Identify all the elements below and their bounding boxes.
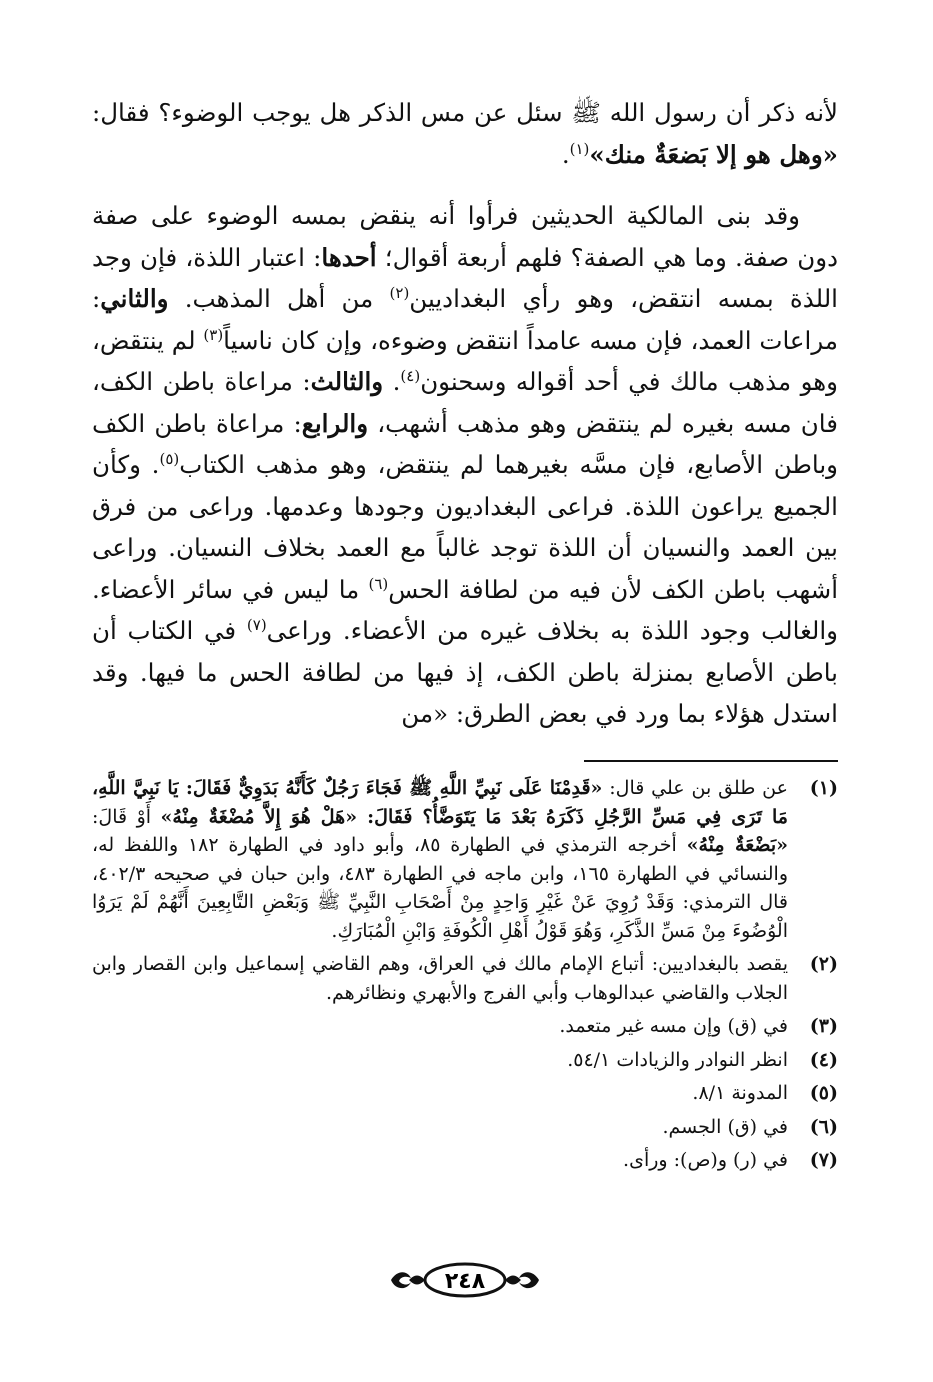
footnote-1 <box>92 774 838 945</box>
text-span: . <box>561 139 570 169</box>
footnote-ref-3[interactable]: (٣) <box>203 325 224 344</box>
text-span: . وكأن الجميع يراعون اللذة. فراعى البغداديون وجودها وعدمها. وراعى من فرق بين العمد والنسيان أن اللذة توجد غالباً مع العمد بخلاف النسيان. وراعى أشهب باطن الكف لأن فيه من لطافة الحس <box>92 450 838 604</box>
text-span: عن طلق بن علي قال: <box>602 777 788 799</box>
footnote-text: المدونة ٨/١. <box>692 1082 788 1104</box>
document-page <box>92 92 838 1302</box>
text-span: في الكتاب أن باطن الأصابع بمنزلة باطن الكف، إذ فيها من لطافة الحس ما فيها. وقد استدل هؤلاء بما ورد في بعض الطرق: «من <box>92 616 838 728</box>
footnote-text: في (ق) وإن مسه غير متعمد. <box>559 1015 788 1037</box>
footnote-text: في (ق) الجسم. <box>662 1115 788 1138</box>
footnote-ref-4[interactable]: (٤) <box>400 366 421 385</box>
footnote-2 <box>92 950 838 1007</box>
text-span: أخرجه الترمذي في الطهارة ٨٥، وأبو داود في الطهارة ١٨٢ واللفظ له، والنسائي في الطهارة ١٦٥، وابن ماجه في الطهارة ٤٨٣، وابن حبان في صحيحه ٤٠٢/٣، قال الترمذي: وَقَدْ رُوِيَ عَنْ غَيْرِ وَاحِدٍ مِنْ أَصْحَابِ النَّبِيِّ ﷺ وَبَعْضِ التَّابِعِينَ أَنَّهُمْ لَمْ يَرَوُا الْوُضُوءَ مِنْ مَسِّ الذَّكَرِ، وَهُوَ قَوْلُ أَهْلِ الْكُوفَةِ وَابْنِ الْمُبَارَكِ. <box>92 834 788 942</box>
footnote-text: يقصد بالبغداديين: أتباع الإمام مالك في العراق، وهم القاضي إسماعيل وابن القصار وابن الجلاب والقاضي عبدالوهاب وأبي الفرج والأبهري ونظائرهم. <box>92 953 788 1004</box>
hadith-quote: «قَدِمْنَا عَلَى نَبِيِّ اللَّهِ ﷺ فَجَاءَ رَجُلٌ كَأَنَّهُ بَدَوِيٌّ فَقَالَ: يَا نَبِيَّ اللَّهِ، مَا تَرَى فِي مَسِّ الرَّجُلِ ذَكَرَهُ بَعْدَ مَا يَتَوَضَّأُ؟ فَقَالَ: «هَلْ هُوَ إِلاَّ مُضْغَةٌ مِنْهُ» <box>92 777 788 828</box>
footnote-7 <box>92 1146 838 1175</box>
footnote-5 <box>92 1079 838 1108</box>
page-number-ornament <box>92 1260 838 1300</box>
term-second: والثاني <box>100 284 169 313</box>
footnote-ref-7[interactable]: (٧) <box>246 615 267 634</box>
term-third: والثالث <box>310 367 384 396</box>
paragraph-1 <box>92 92 838 175</box>
footnote-3 <box>92 1012 838 1041</box>
footnote-number: (٤) <box>809 1048 838 1071</box>
term-fourth: والرابع <box>301 408 369 438</box>
ornamental-page-frame-icon <box>385 1260 545 1300</box>
page-number: ٢٤٨ <box>444 1269 486 1294</box>
footnote-number: (١) <box>809 777 838 799</box>
text-span: : مراعات العمد، فإن مسه عامداً انتقض وضوءه، وإن كان ناسياً <box>92 284 838 355</box>
hadith-quote: «بَضْعَةٌ مِنْهُ» <box>686 834 788 856</box>
footnote-ref-5[interactable]: (٥) <box>159 449 180 468</box>
text-span: من أهل المذهب. <box>184 284 390 313</box>
hadith-quote: «وهل هو إلا بَضعَةٌ منك» <box>589 139 838 169</box>
footnote-text: انظر النوادر والزيادات ٥٤/١. <box>567 1048 788 1071</box>
main-text <box>92 92 838 735</box>
footnote-ref-6[interactable]: (٦) <box>368 574 389 593</box>
footnotes <box>92 774 838 1180</box>
text-span: : اعتبار اللذة، فإن وجد اللذة بمسه انتقض، وهو رأي البغداديين <box>92 242 838 313</box>
footnote-number: (٧) <box>809 1149 838 1171</box>
text-span: . <box>392 367 401 396</box>
footnote-number: (٢) <box>809 953 838 975</box>
footnote-text: في (ر) و(ص): ورأى. <box>623 1149 788 1171</box>
text-span: لم ينتقض، وهو مذهب مالك في أحد أقواله وسحنون <box>92 325 838 396</box>
footnote-text <box>92 774 788 945</box>
text-span: وقد بنى المالكية الحديثين فرأوا أنه ينقض بمسه الوضوء على صفة دون صفة. وما هي الصفة؟ فلهم أربعة أقوال؛ <box>92 201 838 272</box>
term-first: أحدها <box>321 242 377 272</box>
footnote-divider <box>584 760 838 762</box>
footnote-number: (٦) <box>809 1115 838 1138</box>
text-span: ما ليس في سائر الأعضاء. والغالب وجود اللذة به بخلاف غيره من الأعضاء. وراعى <box>92 574 838 645</box>
footnote-ref-2[interactable]: (٢) <box>389 283 410 302</box>
text-span: : مراعاة باطن الكف وباطن الأصابع، فإن مسَّه بغيرهما لم ينتقض، وهو مذهب الكتاب <box>92 408 838 479</box>
text-span: أَوْ قَالَ: <box>92 805 161 828</box>
text-span: لأنه ذكر أن رسول الله ﷺ سئل عن مس الذكر هل يوجب الوضوء؟ فقال: <box>92 98 838 127</box>
footnote-6 <box>92 1113 838 1142</box>
text-span: : مراعاة باطن الكف، فان مسه بغيره لم ينتقض وهو مذهب أشهب، <box>92 367 838 438</box>
footnote-number: (٥) <box>809 1082 838 1104</box>
footnote-number: (٣) <box>809 1015 838 1037</box>
footnote-ref-1[interactable]: (١) <box>569 139 590 158</box>
footnote-4 <box>92 1046 838 1075</box>
paragraph-2 <box>92 195 838 735</box>
